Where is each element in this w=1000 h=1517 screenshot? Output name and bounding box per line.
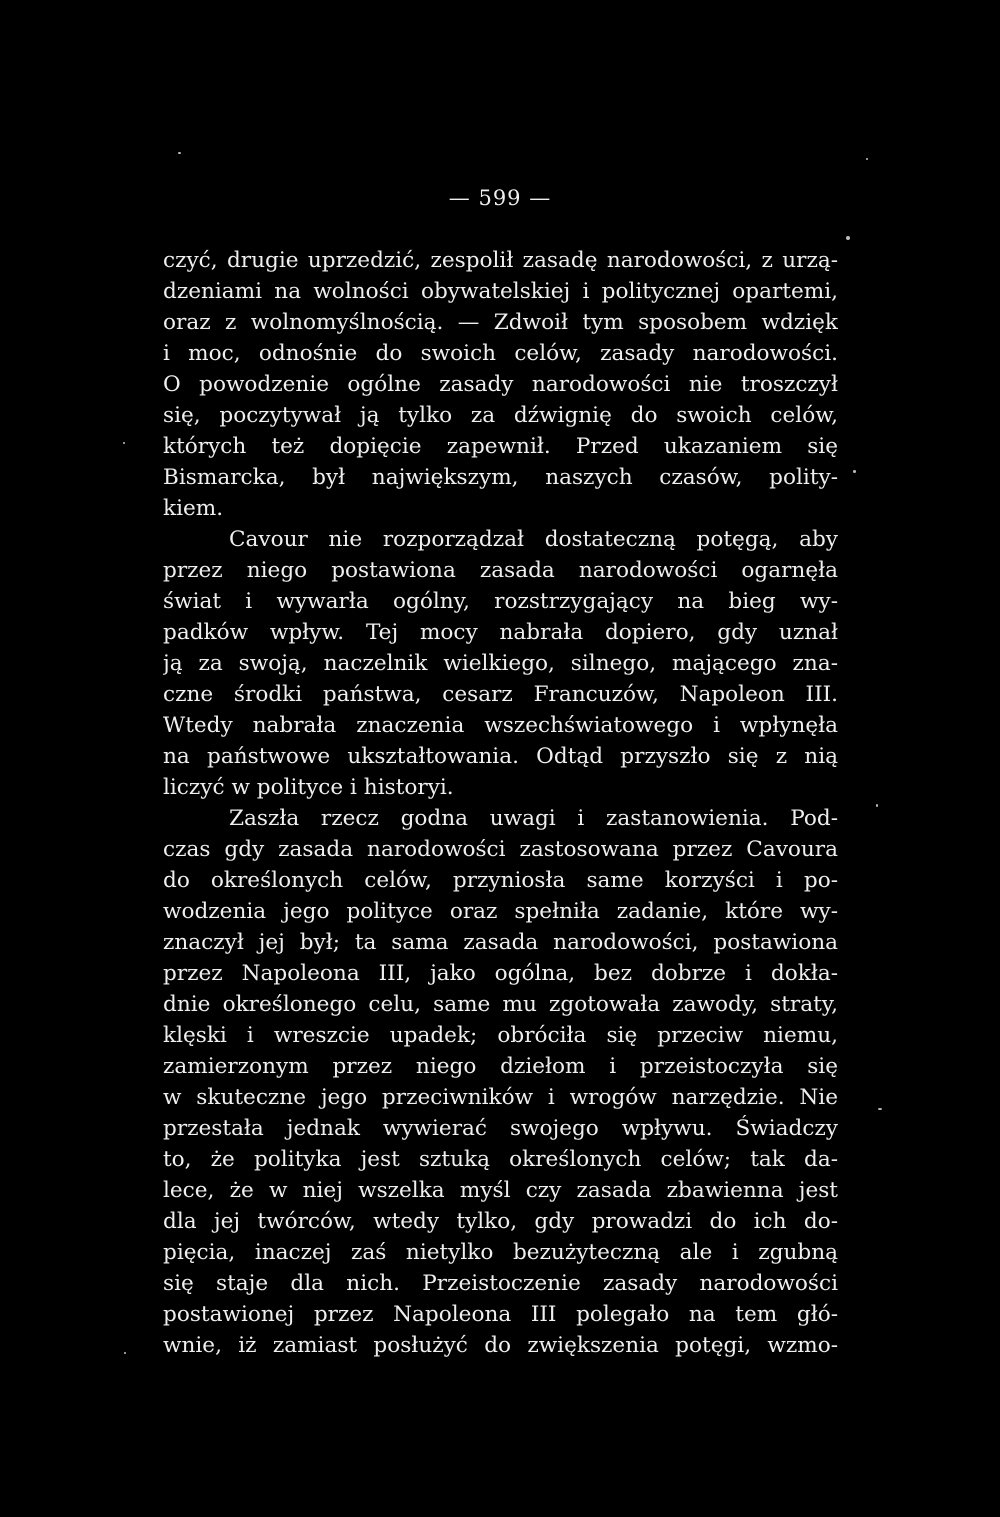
text-line: się, poczytywał ją tylko za dźwignię do swoich celów, — [163, 403, 838, 428]
text-line: Bismarcka, był największym, naszych czasów, polity- — [163, 465, 838, 490]
paragraph — [163, 803, 838, 1361]
text-line: wodzenia jego polityce oraz spełniła zadanie, które wy- — [163, 899, 838, 924]
text-line: których też dopięcie zapewnił. Przed ukazaniem się — [163, 434, 838, 459]
text-line: zamierzonym przez niego dziełom i przeistoczyła się — [163, 1054, 838, 1079]
scan-speck — [124, 1352, 126, 1354]
text-line: kiem. — [163, 496, 224, 521]
text-line: dnie określonego celu, same mu zgotowała zawody, straty, — [163, 992, 838, 1017]
text-line: postawionej przez Napoleona III polegało na tem głó- — [163, 1302, 838, 1327]
text-line: i moc, odnośnie do swoich celów, zasady narodowości. — [163, 341, 838, 366]
text-line: O powodzenie ogólne zasady narodowości nie troszczył — [163, 372, 838, 397]
page-number: — 599 — — [448, 186, 552, 210]
text-line: się staje dla nich. Przeistoczenie zasady narodowości — [163, 1271, 838, 1296]
scan-speck — [853, 470, 856, 473]
paragraph — [163, 245, 838, 524]
text-line: znaczył jej był; ta sama zasada narodowości, postawiona — [163, 930, 838, 955]
scan-speck — [876, 804, 878, 807]
text-line: oraz z wolnomyślnością. — Zdwoił tym sposobem wdzięk — [163, 310, 838, 335]
text-line: czyć, drugie uprzedzić, zespolił zasadę narodowości, z urzą- — [163, 248, 838, 273]
text-line: Cavour nie rozporządzał dostateczną potęgą, aby — [229, 527, 838, 552]
text-line: liczyć w polityce i historyi. — [163, 775, 454, 800]
text-line: czas gdy zasada narodowości zastosowana przez Cavoura — [163, 837, 838, 862]
text-line: Zaszła rzecz godna uwagi i zastanowienia. Pod- — [229, 806, 838, 831]
text-line: padków wpływ. Tej mocy nabrała dopiero, gdy uznał — [163, 620, 838, 645]
text-line: pięcia, inaczej zaś nietylko bezużyteczną ale i zgubną — [163, 1240, 838, 1265]
text-line: to, że polityka jest sztuką określonych celów; tak da- — [163, 1147, 838, 1172]
paragraph — [163, 524, 838, 803]
text-line: dzeniami na wolności obywatelskiej i politycznej opartemi, — [163, 279, 838, 304]
text-line: lece, że w niej wszelka myśl czy zasada zbawienna jest — [163, 1178, 838, 1203]
scan-speck — [866, 158, 868, 160]
text-line: do określonych celów, przyniosła same korzyści i po- — [163, 868, 838, 893]
text-line: na państwowe ukształtowania. Odtąd przyszło się z nią — [163, 744, 838, 769]
body-text — [163, 245, 838, 1361]
scan-speck — [878, 1108, 882, 1110]
text-line: przez niego postawiona zasada narodowości ogarnęła — [163, 558, 838, 583]
text-line: dla jej twórców, wtedy tylko, gdy prowadzi do ich do- — [163, 1209, 838, 1234]
text-line: przez Napoleona III, jako ogólna, bez dobrze i dokła- — [163, 961, 838, 986]
scan-speck — [178, 152, 181, 154]
scan-speck — [846, 236, 850, 240]
text-line: czne środki państwa, cesarz Francuzów, Napoleon III. — [163, 682, 838, 707]
text-line: świat i wywarła ogólny, rozstrzygający na bieg wy- — [163, 589, 838, 614]
text-line: w skuteczne jego przeciwników i wrogów narzędzie. Nie — [163, 1085, 838, 1110]
text-line: ją za swoją, naczelnik wielkiego, silnego, mającego zna- — [163, 651, 838, 676]
text-line: przestała jednak wywierać swojego wpływu. Świadczy — [163, 1116, 838, 1141]
scan-speck — [123, 442, 125, 444]
text-line: Wtedy nabrała znaczenia wszechświatowego i wpłynęła — [163, 713, 838, 738]
text-line: wnie, iż zamiast posłużyć do zwiększenia potęgi, wzmo- — [163, 1333, 838, 1358]
text-line: klęski i wreszcie upadek; obróciła się przeciw niemu, — [163, 1023, 838, 1048]
